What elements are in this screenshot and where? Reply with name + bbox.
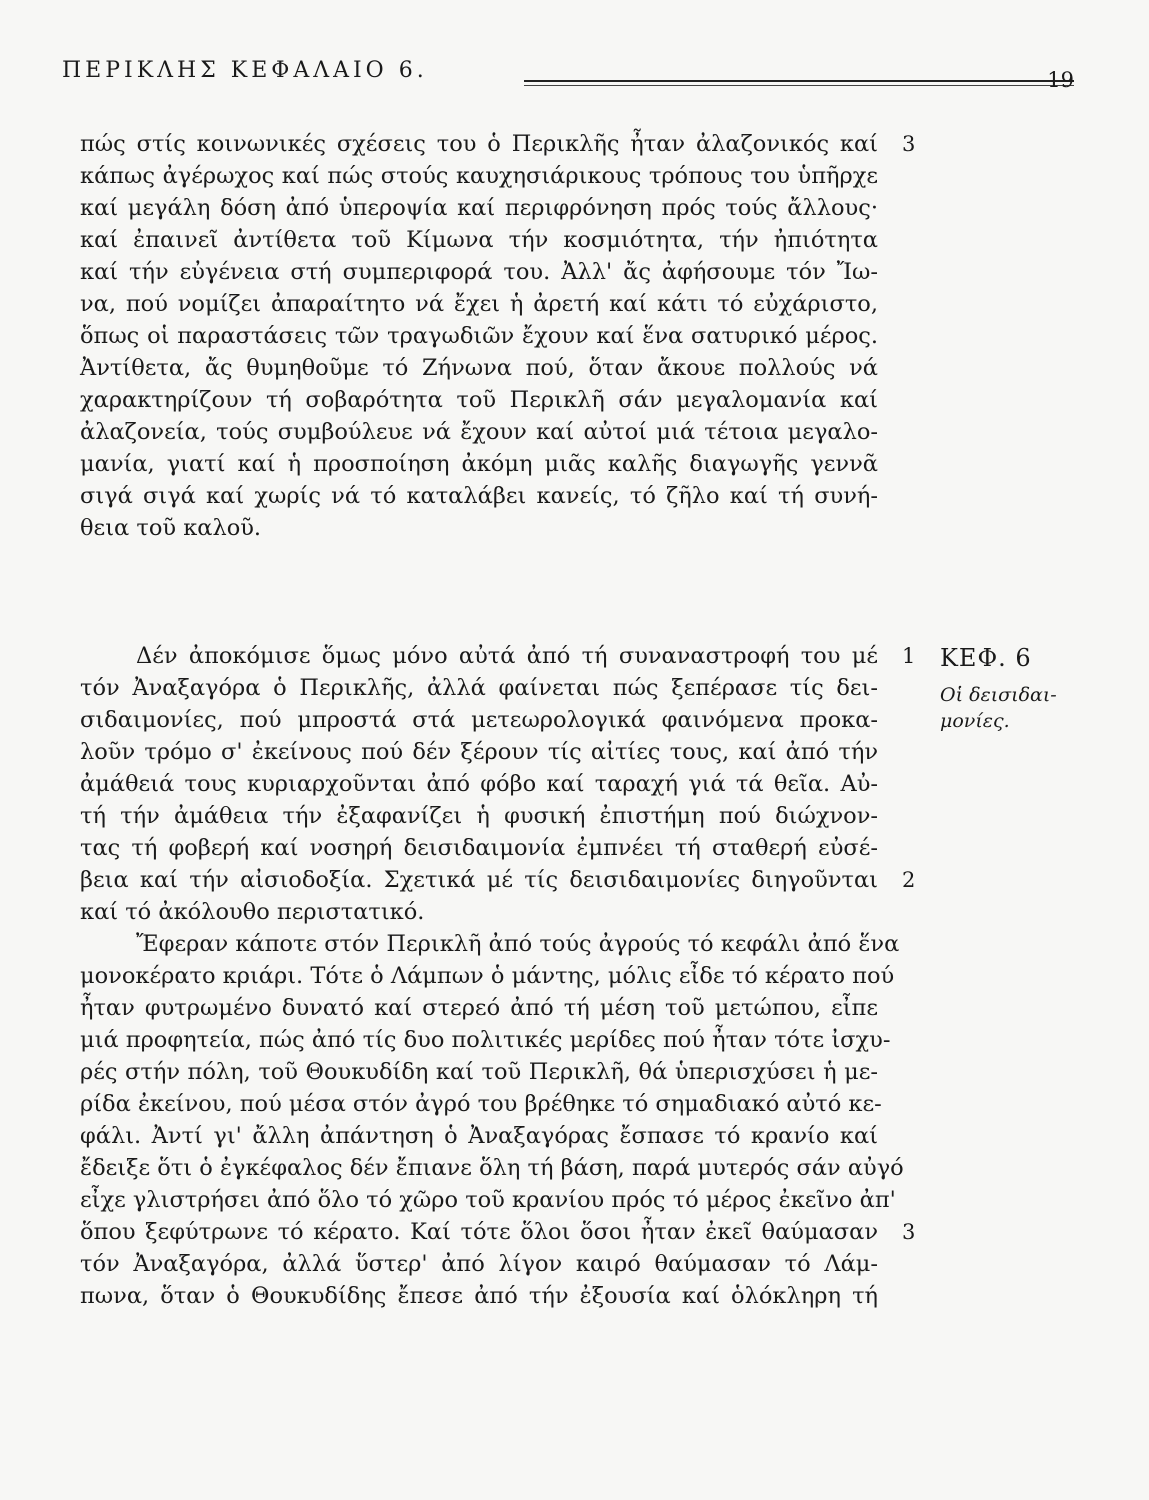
text-line: ρές στήν πόλη, τοῦ Θουκυδίδη καί τοῦ Περικλῆ, θά ὑπερισχύσει ἡ με- [80,1059,878,1085]
text-line: χαρακτηρίζουν τή σοβαρότητα τοῦ Περικλῆ σάν μεγαλομανία καί [80,387,878,413]
running-title: ΠΕΡΙΚΛΗΣ ΚΕΦΑΛΑΙΟ 6. [62,58,428,83]
text-line: λοῦν τρόμο σ' ἐκείνους πού δέν ξέρουν τίς αἰτίες τους, καί ἀπό τήν [80,739,878,765]
chapter-label: ΚΕΦ. 6 [940,644,1032,672]
chapter-margin-note [940,644,1080,734]
text-line: σιδαιμονίες, πού μπροστά στά μετεωρολογικά φαινόμενα προκα- [80,707,878,733]
text-line: τή τήν ἀμάθεια τήν ἐξαφανίζει ἡ φυσική ἐπιστήμη πού διώχνον- [80,803,878,829]
text-line: καί μεγάλη δόση ἀπό ὑπεροψία καί περιφρόνηση πρός τούς ἄλλους· [80,195,878,221]
section-number: 2 [902,868,916,892]
text-line: φάλι. Ἀντί γι' ἄλλη ἀπάντηση ὁ Ἀναξαγόρας ἔσπασε τό κρανίο καί [80,1123,878,1149]
header-rule-thin [524,85,1074,86]
text-line: καί ἐπαινεῖ ἀντίθετα τοῦ Κίμωνα τήν κοσμιότητα, τήν ἠπιότητα [80,227,878,253]
chapter-subtitle: Οἱ δεισιδαι- [940,684,1057,706]
text-line: κάπως ἀγέρωχος καί πώς στούς καυχησιάρικους τρόπους του ὑπῆρχε [80,163,878,189]
chapter-subtitle: μονίες. [940,710,1010,732]
text-line: Ἀντίθετα, ἄς θυμηθοῦμε τό Ζήνωνα πού, ὅταν ἄκουε πολλούς νά [80,355,878,381]
text-line: ἔδειξε ὅτι ὁ ἐγκέφαλος δέν ἔπιανε ὅλη τή βάση, παρά μυτερός σάν αὐγό [80,1155,904,1181]
page-number: 19 [1047,68,1074,92]
text-line: ἦταν φυτρωμένο δυνατό καί στερεό ἀπό τή μέση τοῦ μετώπου, εἶπε [80,995,878,1021]
text-line: Ἔφεραν κάποτε στόν Περικλῆ ἀπό τούς ἀγρούς τό κεφάλι ἀπό ἕνα [136,931,900,957]
section-number: 3 [902,132,916,156]
text-line: μανία, γιατί καί ἡ προσποίηση ἀκόμη μιᾶς καλῆς διαγωγῆς γεννᾶ [80,451,878,477]
text-line: σιγά σιγά καί χωρίς νά τό καταλάβει κανείς, τό ζῆλο καί τή συνή- [80,483,878,509]
header-rule [524,80,1074,82]
text-line: μιά προφητεία, πώς ἀπό τίς δυο πολιτικές μερίδες πού ἦταν τότε ἰσχυ- [80,1027,891,1053]
text-line: βεια καί τήν αἰσιοδοξία. Σχετικά μέ τίς δεισιδαιμονίες διηγοῦνται [80,867,878,893]
running-header [62,58,1074,98]
text-line: ἀμάθειά τους κυριαρχοῦνται ἀπό φόβο καί ταραχή γιά τά θεῖα. Αὐ- [80,771,878,797]
text-line: τόν Ἀναξαγόρα ὁ Περικλῆς, ἀλλά φαίνεται πώς ξεπέρασε τίς δει- [80,675,878,701]
paragraph-2 [80,640,904,1312]
text-line: εἶχε γλιστρήσει ἀπό ὅλο τό χῶρο τοῦ κρανίου πρός τό μέρος ἐκεῖνο ἀπ' [80,1187,896,1213]
text-line: ἀλαζονεία, τούς συμβούλευε νά ἔχουν καί αὐτοί μιά τέτοια μεγαλο- [80,419,878,445]
text-line: καί τήν εὐγένεια στή συμπεριφορά του. Ἀλλ' ἄς ἀφήσουμε τόν Ἴω- [80,259,878,285]
text-line: θεια τοῦ καλοῦ. [80,515,262,541]
text-line: ὅπου ξεφύτρωνε τό κέρατο. Καί τότε ὅλοι ὅσοι ἦταν ἐκεῖ θαύμασαν [80,1219,878,1245]
text-line: ρίδα ἐκείνου, πού μέσα στόν ἀγρό του βρέθηκε τό σημαδιακό αὐτό κε- [80,1091,882,1117]
paragraph-1 [80,128,878,544]
text-line: ὅπως οἱ παραστάσεις τῶν τραγωδιῶν ἔχουν καί ἕνα σατυρικό μέρος. [80,323,878,349]
text-line: πώς στίς κοινωνικές σχέσεις του ὁ Περικλῆς ἦταν ἀλαζονικός καί [80,131,878,157]
section-number: 1 [902,644,916,668]
text-line: τόν Ἀναξαγόρα, ἀλλά ὕστερ' ἀπό λίγον καιρό θαύμασαν τό Λάμ- [80,1251,878,1277]
text-line: Δέν ἀποκόμισε ὅμως μόνο αὐτά ἀπό τή συναναστροφή του μέ [136,643,878,669]
text-line: καί τό ἀκόλουθο περιστατικό. [80,899,425,925]
section-number: 3 [902,1220,916,1244]
text-line: μονοκέρατο κριάρι. Τότε ὁ Λάμπων ὁ μάντης, μόλις εἶδε τό κέρατο πού [80,963,895,989]
text-line: να, πού νομίζει ἀπαραίτητο νά ἔχει ἡ ἀρετή καί κάτι τό εὐχάριστο, [80,291,878,317]
text-line: τας τή φοβερή καί νοσηρή δεισιδαιμονία ἐμπνέει τή σταθερή εὐσέ- [80,835,878,861]
text-line: πωνα, ὅταν ὁ Θουκυδίδης ἔπεσε ἀπό τήν ἐξουσία καί ὁλόκληρη τή [80,1283,878,1309]
